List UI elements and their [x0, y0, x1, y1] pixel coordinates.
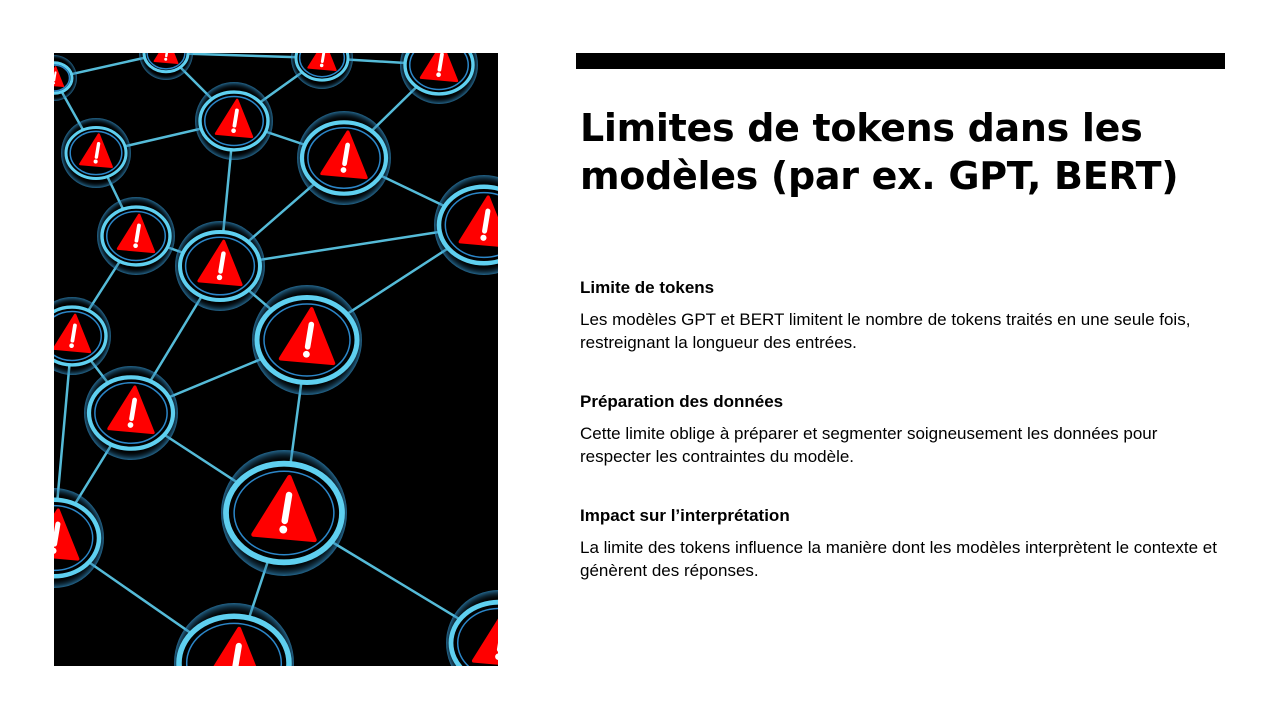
network-warning-image [54, 53, 498, 666]
section-body: Les modèles GPT et BERT limitent le nombre de tokens traités en une seule fois, restreignant la longueur des entrées. [580, 310, 1191, 352]
section-heading: Limite de tokens [580, 278, 715, 297]
warning-node [97, 197, 175, 275]
warning-node [61, 118, 131, 188]
warning-node [434, 175, 498, 275]
warning-node [297, 111, 391, 205]
warning-node [252, 285, 362, 395]
warning-node [174, 603, 294, 666]
warning-node [221, 450, 347, 576]
slide-title: Limites de tokens dans les modèles (par ex. GPT, BERT) [580, 106, 1179, 198]
title-accent-bar [576, 53, 1225, 69]
warning-node [195, 82, 273, 160]
warning-node [54, 55, 77, 101]
section-heading: Impact sur l’interprétation [580, 506, 790, 525]
warning-node [175, 221, 265, 311]
warning-node [54, 488, 104, 588]
section-token-limit [580, 276, 1220, 354]
network-graph [54, 53, 498, 666]
warning-node [54, 297, 111, 375]
section-interpretation-impact [580, 504, 1220, 582]
section-body: Cette limite oblige à préparer et segmenter soigneusement les données pour respecter les contraintes du modèle. [580, 424, 1158, 466]
section-heading: Préparation des données [580, 392, 784, 411]
warning-node [139, 53, 193, 80]
section-data-preparation [580, 390, 1220, 468]
warning-node [291, 53, 353, 89]
warning-node [446, 590, 498, 666]
warning-node [84, 366, 178, 460]
warning-node [400, 53, 478, 104]
section-body: La limite des tokens influence la manière dont les modèles interprètent le contexte et génèrent des réponses. [580, 538, 1217, 580]
